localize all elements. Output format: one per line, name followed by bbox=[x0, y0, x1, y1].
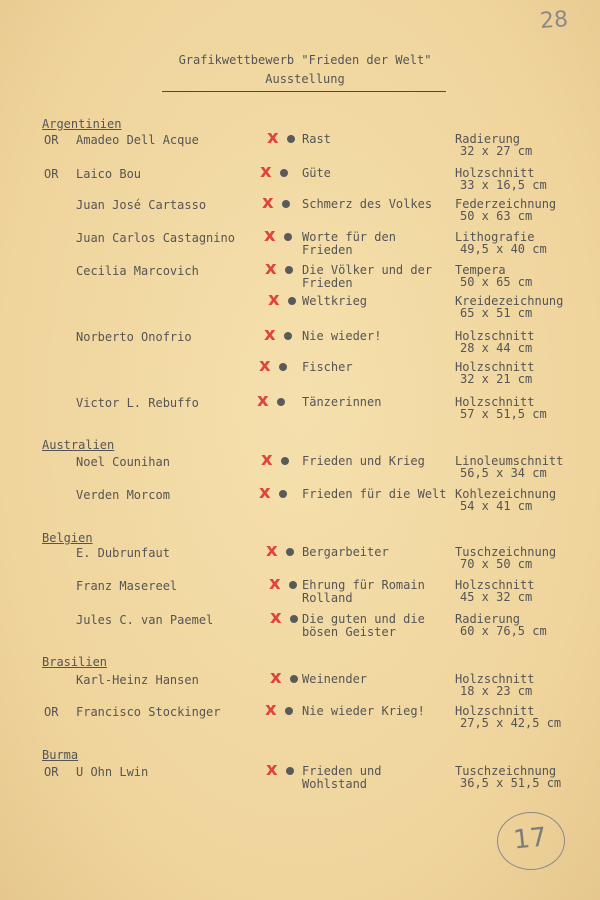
artwork-title: Frieden und Wohlstand bbox=[302, 764, 382, 791]
selection-x-mark: x bbox=[270, 667, 282, 688]
selection-x-mark: x bbox=[267, 127, 279, 148]
artwork-technique: Federzeichnung bbox=[455, 197, 557, 211]
artwork-title: Nie wieder Krieg! bbox=[302, 704, 425, 718]
artwork-technique: Linoleumschnitt bbox=[455, 454, 564, 468]
artwork-dimensions: 70 x 50 cm bbox=[460, 557, 533, 571]
artist-name: Juan Carlos Castagnino bbox=[76, 231, 235, 245]
stamp-dot bbox=[285, 266, 293, 274]
stamp-dot bbox=[279, 490, 287, 498]
stamp-dot bbox=[284, 233, 292, 241]
document-subtitle: Ausstellung bbox=[265, 72, 345, 86]
artist-name: Francisco Stockinger bbox=[76, 705, 221, 719]
stamp-dot bbox=[277, 398, 285, 406]
selection-x-mark: x bbox=[264, 324, 276, 345]
stamp-dot bbox=[290, 675, 298, 683]
selection-x-mark: x bbox=[260, 161, 272, 182]
original-marker: OR bbox=[44, 705, 59, 719]
title-underline bbox=[162, 91, 446, 92]
artwork-technique: Holzschnitt bbox=[455, 166, 535, 180]
artwork-title: Weinender bbox=[302, 672, 368, 686]
artwork-technique: Holzschnitt bbox=[455, 672, 535, 686]
artwork-dimensions: 57 x 51,5 cm bbox=[460, 407, 547, 421]
artwork-title: Fischer bbox=[302, 360, 353, 374]
artwork-title: Rast bbox=[302, 132, 331, 146]
artwork-title: Schmerz des Volkes bbox=[302, 197, 433, 211]
selection-x-mark: x bbox=[266, 759, 278, 780]
country-heading: Belgien bbox=[42, 531, 93, 545]
artwork-technique: Tuschzeichnung bbox=[455, 764, 557, 778]
artwork-title: Nie wieder! bbox=[302, 329, 382, 343]
original-marker: OR bbox=[44, 167, 59, 181]
stamp-dot bbox=[288, 297, 296, 305]
country-heading: Argentinien bbox=[42, 117, 122, 131]
artwork-title: Die guten und die bösen Geister bbox=[302, 612, 425, 639]
selection-x-mark: x bbox=[264, 225, 276, 246]
artist-name: Laico Bou bbox=[76, 167, 142, 181]
stamp-dot bbox=[284, 332, 292, 340]
artwork-title: Frieden für die Welt bbox=[302, 487, 447, 501]
stamp-dot bbox=[279, 363, 287, 371]
artwork-title: Worte für den Frieden bbox=[302, 230, 396, 257]
country-heading: Burma bbox=[42, 748, 79, 762]
artwork-technique: Kreidezeichnung bbox=[455, 294, 564, 308]
artwork-dimensions: 54 x 41 cm bbox=[460, 499, 533, 513]
stamp-dot bbox=[280, 169, 288, 177]
original-marker: OR bbox=[44, 133, 59, 147]
artist-name: U Ohn Lwin bbox=[76, 765, 149, 779]
artwork-title: Weltkrieg bbox=[302, 294, 368, 308]
artwork-technique: Radierung bbox=[455, 132, 521, 146]
artist-name: Victor L. Rebuffo bbox=[76, 396, 199, 410]
circled-page-number: 17 bbox=[511, 822, 549, 856]
artist-name: Noel Counihan bbox=[76, 455, 170, 469]
stamp-dot bbox=[282, 200, 290, 208]
original-marker: OR bbox=[44, 765, 59, 779]
artwork-dimensions: 28 x 44 cm bbox=[460, 341, 533, 355]
artist-name: Juan José Cartasso bbox=[76, 198, 207, 212]
artwork-title: Tänzerinnen bbox=[302, 395, 382, 409]
artwork-dimensions: 36,5 x 51,5 cm bbox=[460, 776, 562, 790]
stamp-dot bbox=[287, 135, 295, 143]
artwork-dimensions: 60 x 76,5 cm bbox=[460, 624, 547, 638]
artwork-technique: Kohlezeichnung bbox=[455, 487, 557, 501]
stamp-dot bbox=[285, 707, 293, 715]
artwork-technique: Tempera bbox=[455, 263, 506, 277]
selection-x-mark: x bbox=[261, 449, 273, 470]
artist-name: Franz Masereel bbox=[76, 579, 178, 593]
artist-name: Jules C. van Paemel bbox=[76, 613, 214, 627]
selection-x-mark: x bbox=[265, 699, 277, 720]
artist-name: E. Dubrunfaut bbox=[76, 546, 170, 560]
country-heading: Australien bbox=[42, 438, 115, 452]
country-heading: Brasilien bbox=[42, 655, 108, 669]
artwork-title: Die Völker und der Frieden bbox=[302, 263, 433, 290]
selection-x-mark: x bbox=[266, 540, 278, 561]
archive-number: 28 bbox=[539, 7, 569, 34]
artwork-technique: Radierung bbox=[455, 612, 521, 626]
artist-name: Verden Morcom bbox=[76, 488, 170, 502]
stamp-dot bbox=[286, 548, 294, 556]
artist-name: Amadeo Dell Acque bbox=[76, 133, 199, 147]
artwork-technique: Holzschnitt bbox=[455, 395, 535, 409]
selection-x-mark: x bbox=[269, 573, 281, 594]
artwork-dimensions: 27,5 x 42,5 cm bbox=[460, 716, 562, 730]
selection-x-mark: x bbox=[257, 390, 269, 411]
artwork-dimensions: 50 x 65 cm bbox=[460, 275, 533, 289]
artwork-technique: Holzschnitt bbox=[455, 360, 535, 374]
artwork-title: Bergarbeiter bbox=[302, 545, 389, 559]
artwork-dimensions: 56,5 x 34 cm bbox=[460, 466, 547, 480]
stamp-dot bbox=[286, 767, 294, 775]
artist-name: Cecilia Marcovich bbox=[76, 264, 199, 278]
artwork-title: Ehrung für Romain Rolland bbox=[302, 578, 425, 605]
stamp-dot bbox=[289, 581, 297, 589]
artwork-dimensions: 50 x 63 cm bbox=[460, 209, 533, 223]
selection-x-mark: x bbox=[270, 607, 282, 628]
artwork-technique: Holzschnitt bbox=[455, 329, 535, 343]
stamp-dot bbox=[290, 615, 298, 623]
artwork-technique: Tuschzeichnung bbox=[455, 545, 557, 559]
artwork-dimensions: 65 x 51 cm bbox=[460, 306, 533, 320]
selection-x-mark: x bbox=[265, 258, 277, 279]
document-title: Grafikwettbewerb "Frieden der Welt" bbox=[178, 53, 432, 67]
artist-name: Karl-Heinz Hansen bbox=[76, 673, 199, 687]
artwork-dimensions: 32 x 27 cm bbox=[460, 144, 533, 158]
artwork-title: Güte bbox=[302, 166, 331, 180]
stamp-dot bbox=[281, 457, 289, 465]
artwork-technique: Holzschnitt bbox=[455, 578, 535, 592]
artwork-title: Frieden und Krieg bbox=[302, 454, 425, 468]
artwork-dimensions: 18 x 23 cm bbox=[460, 684, 533, 698]
artwork-dimensions: 33 x 16,5 cm bbox=[460, 178, 547, 192]
selection-x-mark: x bbox=[259, 482, 271, 503]
artwork-dimensions: 49,5 x 40 cm bbox=[460, 242, 547, 256]
selection-x-mark: x bbox=[259, 355, 271, 376]
artwork-dimensions: 32 x 21 cm bbox=[460, 372, 533, 386]
selection-x-mark: x bbox=[268, 289, 280, 310]
artist-name: Norberto Onofrio bbox=[76, 330, 192, 344]
artwork-technique: Lithografie bbox=[455, 230, 535, 244]
artwork-technique: Holzschnitt bbox=[455, 704, 535, 718]
artwork-dimensions: 45 x 32 cm bbox=[460, 590, 533, 604]
selection-x-mark: x bbox=[262, 192, 274, 213]
